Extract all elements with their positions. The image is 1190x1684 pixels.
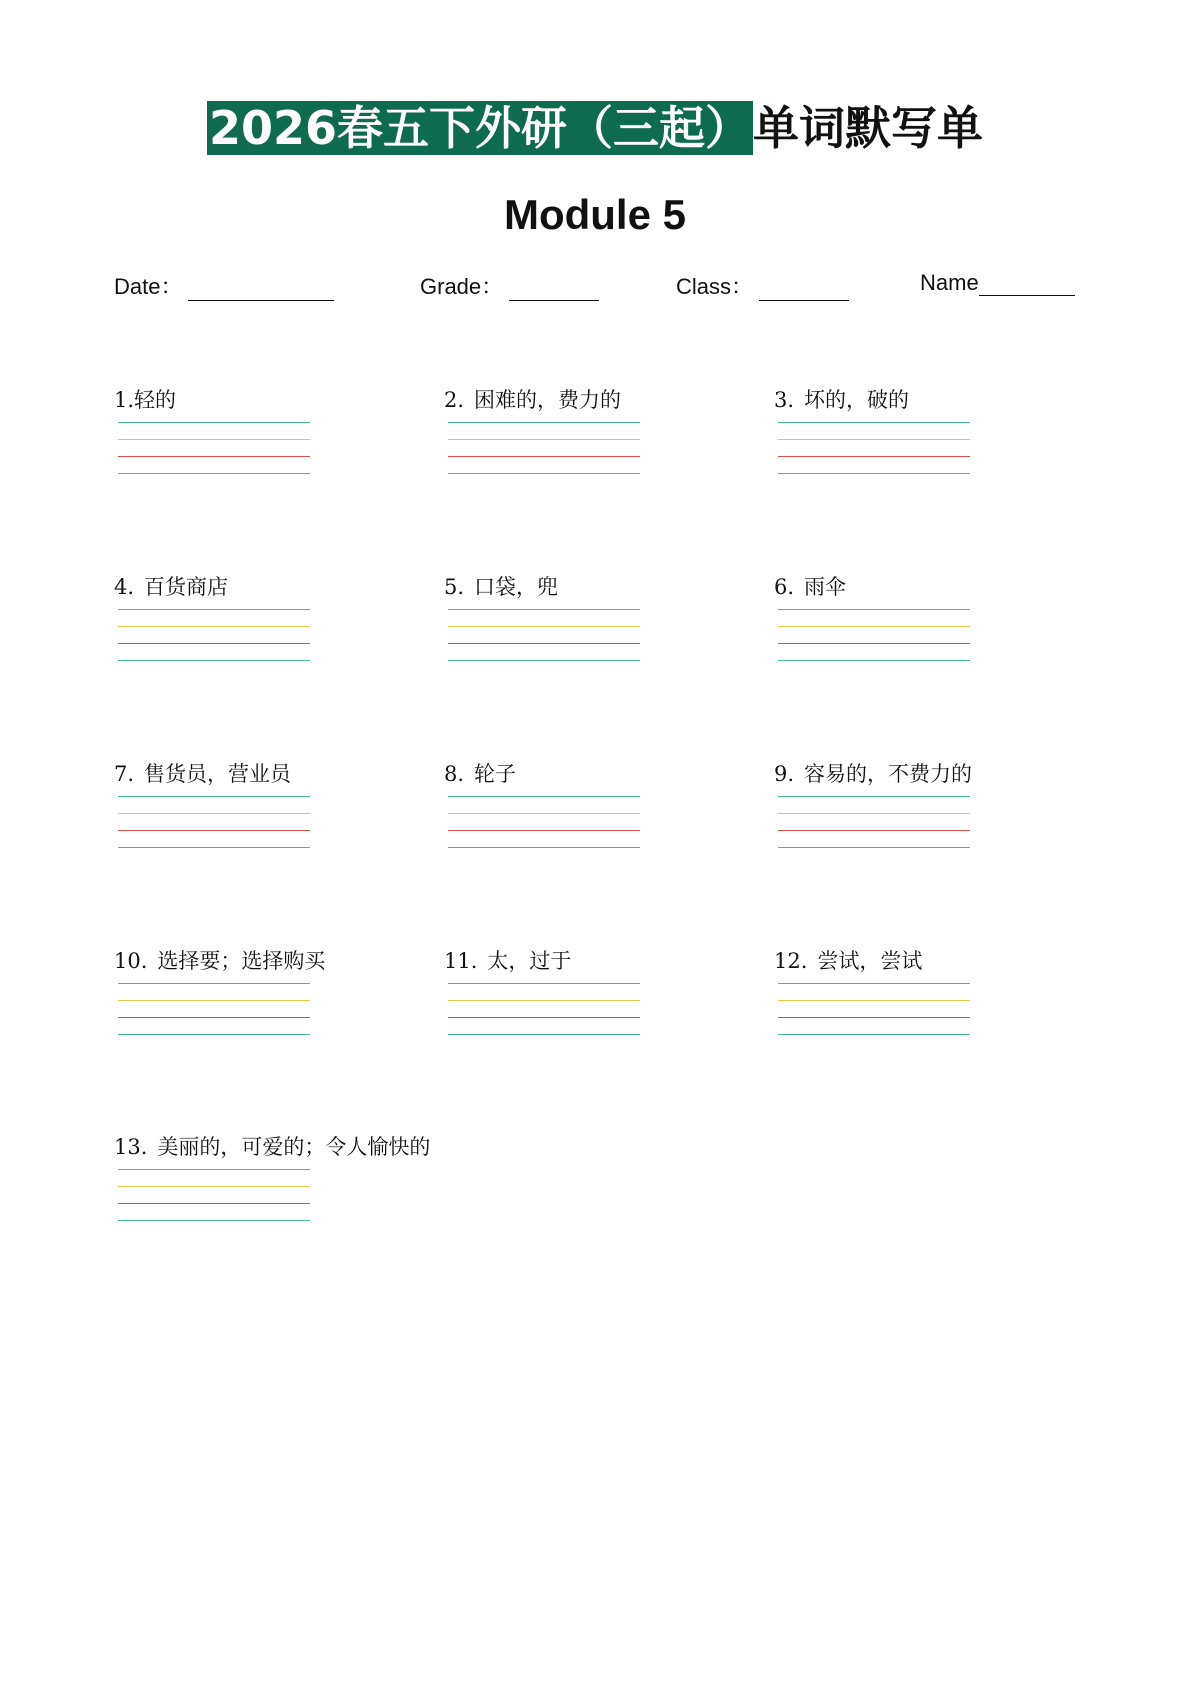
word-number: 13.: [114, 1135, 148, 1159]
grade-field[interactable]: [420, 270, 599, 301]
word-text: 雨伞: [804, 575, 847, 599]
name-field[interactable]: [920, 270, 1075, 296]
word-label: [774, 384, 1074, 416]
guide-line: [118, 1017, 310, 1018]
guide-line: [448, 830, 640, 831]
guide-line: [448, 439, 640, 440]
guide-line: [448, 609, 640, 610]
date-field[interactable]: [114, 270, 334, 301]
word-number: 12.: [774, 949, 808, 973]
word-text: 口袋，兜: [474, 575, 559, 599]
guide-line: [118, 643, 310, 644]
word-label: [774, 945, 1074, 977]
word-item-8: [444, 758, 744, 852]
word-number: 6.: [774, 575, 795, 599]
writing-lines[interactable]: [118, 609, 310, 665]
date-blank[interactable]: [188, 278, 334, 301]
word-text: 美丽的，可爱的；令人愉快的: [157, 1135, 431, 1159]
guide-line: [118, 1000, 310, 1001]
word-text: 售货员，营业员: [144, 762, 292, 786]
grade-blank[interactable]: [509, 278, 599, 301]
guide-line: [118, 439, 310, 440]
guide-line: [778, 847, 970, 848]
word-text: 尝试，尝试: [817, 949, 923, 973]
guide-line: [778, 473, 970, 474]
word-number: 9.: [774, 762, 795, 786]
guide-line: [448, 847, 640, 848]
word-number: 2.: [444, 388, 465, 412]
word-label: [774, 571, 1074, 603]
word-number: 5.: [444, 575, 465, 599]
guide-line: [118, 1169, 310, 1170]
guide-line: [778, 1000, 970, 1001]
guide-line: [778, 660, 970, 661]
guide-line: [118, 813, 310, 814]
word-item-9: [774, 758, 1074, 852]
word-number: 4.: [114, 575, 135, 599]
guide-line: [778, 643, 970, 644]
guide-line: [778, 1034, 970, 1035]
page-title: [0, 96, 1190, 160]
class-blank[interactable]: [759, 278, 849, 301]
guide-line: [448, 813, 640, 814]
writing-lines[interactable]: [118, 422, 310, 478]
word-text: 轻的: [134, 388, 177, 412]
guide-line: [778, 796, 970, 797]
word-text: 轮子: [474, 762, 517, 786]
guide-line: [778, 813, 970, 814]
word-item-11: [444, 945, 744, 1039]
guide-line: [448, 1000, 640, 1001]
guide-line: [118, 796, 310, 797]
word-item-4: [114, 571, 414, 665]
writing-lines[interactable]: [448, 796, 640, 852]
word-label: [444, 758, 744, 790]
word-item-2: [444, 384, 744, 478]
word-number: 10.: [114, 949, 148, 973]
word-number: 11.: [444, 949, 478, 973]
guide-line: [448, 796, 640, 797]
writing-lines[interactable]: [118, 1169, 310, 1225]
guide-line: [778, 422, 970, 423]
writing-lines[interactable]: [778, 422, 970, 478]
guide-line: [448, 422, 640, 423]
guide-line: [448, 643, 640, 644]
guide-line: [778, 626, 970, 627]
word-text: 困难的，费力的: [474, 388, 622, 412]
title-rest: 单词默写单: [753, 101, 984, 155]
guide-line: [448, 660, 640, 661]
date-label: Date：: [114, 274, 183, 299]
student-info-row: [114, 270, 1094, 300]
word-label: [114, 1132, 474, 1163]
guide-line: [118, 847, 310, 848]
title-highlight: 2026春五下外研（三起）: [208, 101, 752, 155]
word-item-12: [774, 945, 1074, 1039]
word-item-13: [114, 1132, 444, 1225]
writing-lines[interactable]: [118, 983, 310, 1039]
writing-lines[interactable]: [778, 983, 970, 1039]
word-label: [114, 945, 414, 977]
guide-line: [118, 609, 310, 610]
word-label: [114, 758, 414, 790]
guide-line: [118, 1220, 310, 1221]
word-label: [114, 571, 414, 603]
word-item-7: [114, 758, 414, 852]
word-text: 选择要；选择购买: [157, 949, 326, 973]
word-item-10: [114, 945, 414, 1039]
guide-line: [448, 1034, 640, 1035]
guide-line: [778, 609, 970, 610]
guide-line: [118, 626, 310, 627]
word-item-1: [114, 384, 414, 478]
writing-lines[interactable]: [778, 609, 970, 665]
guide-line: [448, 456, 640, 457]
guide-line: [778, 1017, 970, 1018]
guide-line: [118, 1203, 310, 1204]
word-number: 1.: [114, 388, 135, 412]
guide-line: [118, 1186, 310, 1187]
guide-line: [778, 456, 970, 457]
guide-line: [118, 660, 310, 661]
word-label: [114, 384, 414, 416]
word-text: 百货商店: [144, 575, 229, 599]
word-item-6: [774, 571, 1074, 665]
writing-lines[interactable]: [778, 796, 970, 852]
class-field[interactable]: [676, 270, 849, 301]
writing-lines[interactable]: [448, 609, 640, 665]
guide-line: [448, 626, 640, 627]
guide-line: [778, 830, 970, 831]
guide-line: [118, 1034, 310, 1035]
guide-line: [118, 422, 310, 423]
guide-line: [118, 830, 310, 831]
guide-line: [448, 1017, 640, 1018]
word-label: [774, 758, 1074, 790]
word-text: 容易的，不费力的: [804, 762, 973, 786]
word-label: [444, 571, 744, 603]
word-number: 8.: [444, 762, 465, 786]
word-label: [444, 384, 744, 416]
word-text: 坏的，破的: [804, 388, 910, 412]
name-blank[interactable]: [979, 273, 1075, 296]
word-text: 太，过于: [487, 949, 572, 973]
guide-line: [118, 456, 310, 457]
guide-line: [118, 473, 310, 474]
name-label: Name: [920, 270, 979, 295]
guide-line: [118, 983, 310, 984]
word-number: 7.: [114, 762, 135, 786]
word-number: 3.: [774, 388, 795, 412]
word-label: [444, 945, 744, 977]
class-label: Class：: [676, 274, 754, 299]
grade-label: Grade：: [420, 274, 504, 299]
writing-lines[interactable]: [448, 983, 640, 1039]
guide-line: [778, 983, 970, 984]
word-item-5: [444, 571, 744, 665]
guide-line: [448, 473, 640, 474]
guide-line: [448, 983, 640, 984]
guide-line: [778, 439, 970, 440]
writing-lines[interactable]: [448, 422, 640, 478]
module-title: Module 5: [503, 191, 686, 238]
writing-lines[interactable]: [118, 796, 310, 852]
word-item-3: [774, 384, 1074, 478]
